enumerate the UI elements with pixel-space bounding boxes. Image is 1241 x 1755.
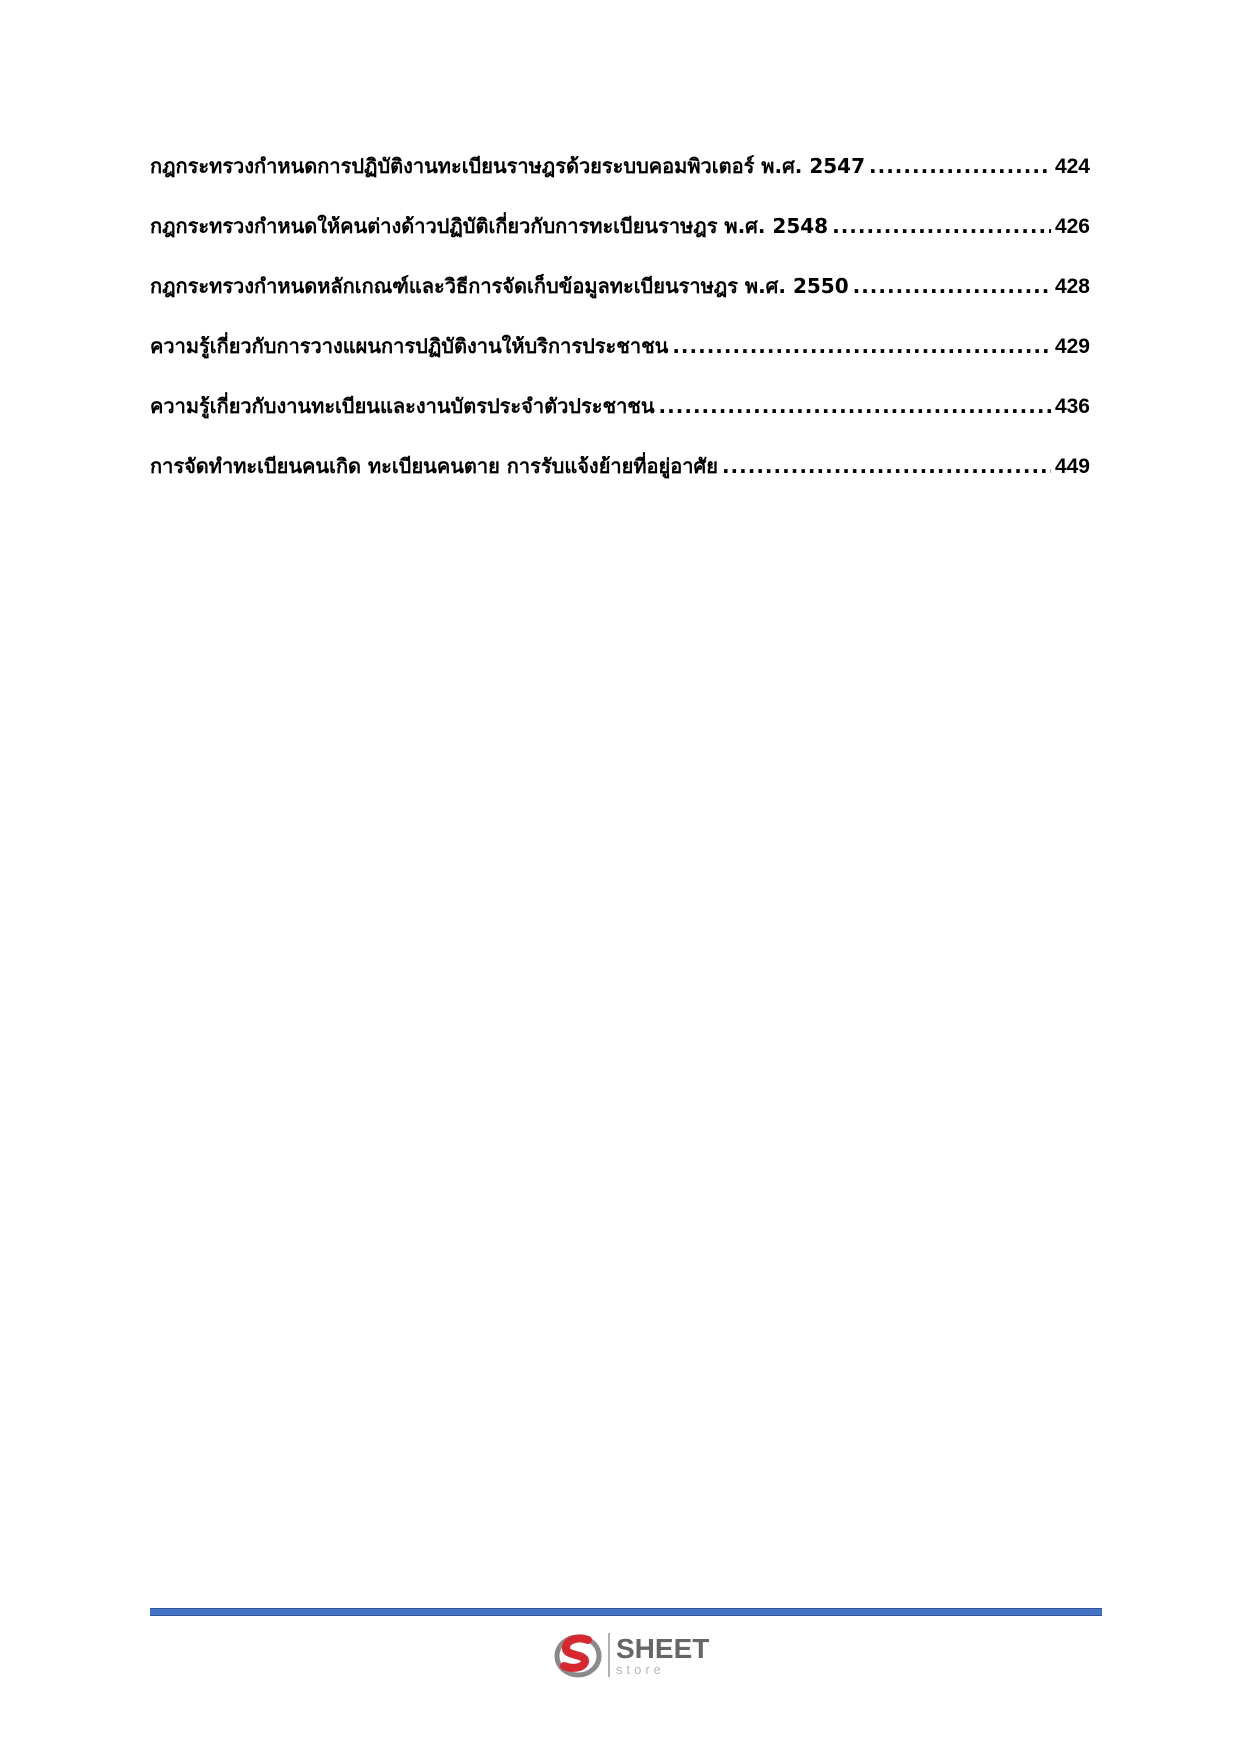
toc-dot-leader bbox=[722, 454, 1051, 478]
toc-entry-page: 428 bbox=[1054, 275, 1090, 298]
toc-entry-page: 436 bbox=[1054, 395, 1090, 418]
toc-entry-page: 426 bbox=[1054, 215, 1090, 238]
toc-entry[interactable] bbox=[150, 390, 1090, 450]
toc-dot-leader bbox=[672, 334, 1051, 358]
toc-entry-title: การจัดทำทะเบียนคนเกิด ทะเบียนคนตาย การรับแจ้งย้ายที่อยู่อาศัย bbox=[150, 454, 718, 478]
toc-entry[interactable] bbox=[150, 150, 1090, 210]
toc-dot-leader bbox=[869, 154, 1051, 178]
table-of-contents bbox=[150, 150, 1090, 510]
logo-wordmark bbox=[616, 1632, 710, 1677]
toc-entry-title: กฎกระทรวงกำหนดหลักเกณฑ์และวิธีการจัดเก็บข้อมูลทะเบียนราษฎร พ.ศ. 2550 bbox=[150, 274, 849, 298]
toc-dot-leader bbox=[853, 274, 1051, 298]
logo-main-text: SHEET bbox=[616, 1632, 710, 1664]
logo-sub-text: store bbox=[616, 1661, 665, 1677]
toc-entry-title: กฎกระทรวงกำหนดให้คนต่างด้าวปฏิบัติเกี่ยวกับการทะเบียนราษฎร พ.ศ. 2548 bbox=[150, 214, 829, 238]
toc-entry-page: 449 bbox=[1054, 455, 1090, 478]
toc-entry-title: ความรู้เกี่ยวกับการวางแผนการปฏิบัติงานให้บริการประชาชน bbox=[150, 334, 669, 358]
toc-entry[interactable] bbox=[150, 330, 1090, 390]
toc-entry[interactable] bbox=[150, 270, 1090, 330]
sheet-store-logo bbox=[552, 1628, 709, 1682]
toc-entry-page: 429 bbox=[1054, 335, 1090, 358]
toc-entry-page: 424 bbox=[1054, 155, 1090, 178]
toc-entry[interactable] bbox=[150, 210, 1090, 270]
toc-entry-title: กฎกระทรวงกำหนดการปฏิบัติงานทะเบียนราษฎรด้วยระบบคอมพิวเตอร์ พ.ศ. 2547 bbox=[150, 154, 866, 178]
toc-dot-leader bbox=[832, 214, 1051, 238]
sheet-store-logo-icon bbox=[552, 1629, 604, 1681]
toc-entry[interactable] bbox=[150, 450, 1090, 510]
logo-separator bbox=[608, 1633, 610, 1677]
toc-dot-leader bbox=[659, 394, 1051, 418]
toc-entry-title: ความรู้เกี่ยวกับงานทะเบียนและงานบัตรประจำตัวประชาชน bbox=[150, 394, 655, 418]
footer-divider bbox=[150, 1608, 1102, 1616]
